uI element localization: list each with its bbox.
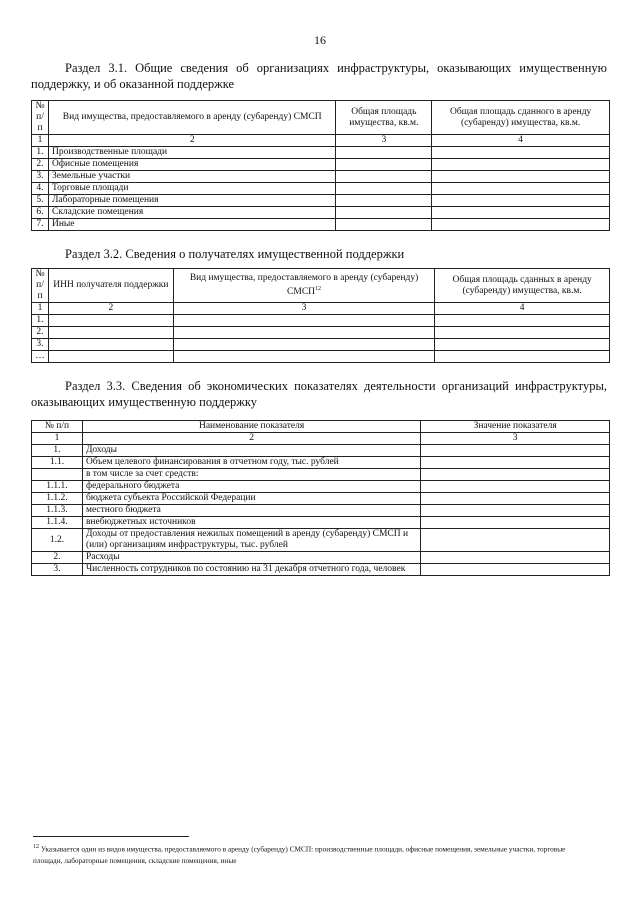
table-row: 2. Расходы <box>32 552 610 564</box>
table-row: 2. <box>32 327 610 339</box>
header-indicator-value: Значение показателя <box>421 421 610 433</box>
numbering-cell: 4 <box>435 303 610 315</box>
table-row: в том числе за счет средств: <box>32 469 610 481</box>
table-row: 1.1.4. внебюджетных источников <box>32 517 610 529</box>
table-row: 1.1.2. бюджета субъекта Российской Федерации <box>32 493 610 505</box>
numbering-cell: 4 <box>432 135 610 147</box>
footnote-mark: 12 <box>33 844 39 850</box>
section-3-2-table <box>31 268 610 363</box>
section-3-1-table <box>31 100 610 231</box>
header-num: № п/п <box>32 269 49 303</box>
header-num: № п/п <box>32 421 83 433</box>
footnote-divider <box>33 836 189 837</box>
header-num: № п/п <box>32 101 49 135</box>
table-row: 3. <box>32 339 610 351</box>
section-3-3-table <box>31 420 610 576</box>
numbering-cell: 2 <box>82 433 420 445</box>
table-row: 1.2. Доходы от предоставления нежилых помещений в аренду (субаренду) СМСП и (или) организациям инфраструктуры, тыс. рублей <box>32 529 610 552</box>
header-property-type: Вид имущества, предоставляемого в аренду (субаренду) СМСП$^{12}$ <box>173 269 435 303</box>
table-row: … <box>32 351 610 363</box>
section-3-1-heading: Раздел 3.1. Общие сведения об организациях инфраструктуры, оказывающих имущественную поддержку, и об оказанной поддержке <box>31 61 607 91</box>
table-row: 5. Лабораторные помещения <box>32 195 610 207</box>
numbering-cell: 3 <box>173 303 435 315</box>
numbering-cell: 1 <box>32 303 49 315</box>
numbering-cell: 3 <box>421 433 610 445</box>
page-number: 16 <box>314 33 326 47</box>
table-row: 6. Складские помещения <box>32 207 610 219</box>
numbering-cell: 1 <box>32 135 49 147</box>
table-row: 3. Численность сотрудников по состоянию на 31 декабря отчетного года, человек <box>32 564 610 576</box>
table-row: 2. Офисные помещения <box>32 159 610 171</box>
table-row: 1.1. Объем целевого финансирования в отчетном году, тыс. рублей <box>32 457 610 469</box>
footnote-ref: 12 <box>315 285 322 292</box>
header-property-type: Вид имущества, предоставляемого в аренду (субаренду) СМСП <box>48 101 335 135</box>
footnote: $^{12}$ Указывается один из видов имущества, предоставляемого в аренду (субаренду) СМСП: производственные площади, офисные помещения, земельные участки, торговые площади, лабораторные помещения, складские помещения, иные <box>33 844 566 866</box>
header-leased-area: Общая площадь сданного в аренду (субаренду) имущества, кв.м. <box>432 101 610 135</box>
numbering-cell: 2 <box>48 135 335 147</box>
table-row: 1.1.3. местного бюджета <box>32 505 610 517</box>
header-total-area: Общая площадь имущества, кв.м. <box>336 101 432 135</box>
table-row: 7. Иные <box>32 219 610 231</box>
table-row: 1. Производственные площади <box>32 147 610 159</box>
table-row: 4. Торговые площади <box>32 183 610 195</box>
table-row: 1. Доходы <box>32 445 610 457</box>
table-row: 1. <box>32 315 610 327</box>
section-3-2-heading: Раздел 3.2. Сведения о получателях имущественной поддержки <box>65 247 405 261</box>
header-leased-area: Общая площадь сданных в аренду (субаренду) имущества, кв.м. <box>435 269 610 303</box>
numbering-cell: 1 <box>32 433 83 445</box>
numbering-cell: 2 <box>48 303 173 315</box>
numbering-cell: 3 <box>336 135 432 147</box>
header-inn: ИНН получателя поддержки <box>48 269 173 303</box>
table-row: 1.1.1. федерального бюджета <box>32 481 610 493</box>
section-3-3-heading: Раздел 3.3. Сведения об экономических показателях деятельности организаций инфраструктуры, оказывающих имущественную поддержку <box>31 379 607 409</box>
header-indicator-name: Наименование показателя <box>82 421 420 433</box>
table-row: 3. Земельные участки <box>32 171 610 183</box>
